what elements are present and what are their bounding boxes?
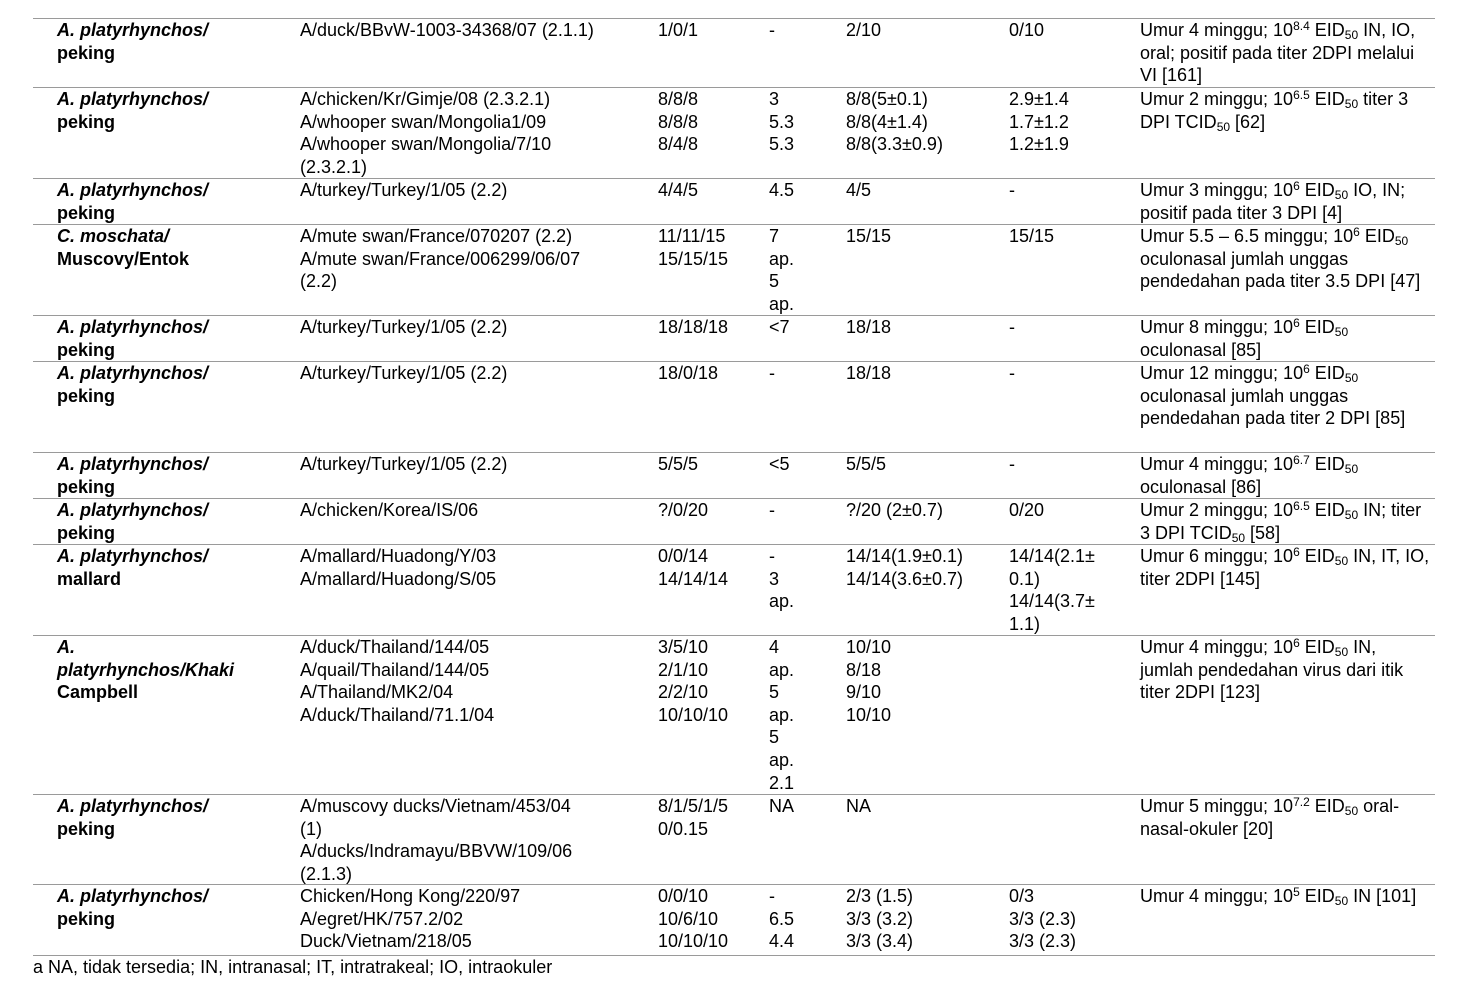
infection-line: 14/14(1.9±0.1) <box>846 546 963 566</box>
note-text: IN [101] <box>1348 886 1417 906</box>
shedding-line: - <box>1009 317 1015 337</box>
shedding-line: 15/15 <box>1009 226 1055 246</box>
note-unit: EID <box>1304 546 1335 566</box>
value-cell <box>769 795 839 818</box>
shedding-cell <box>1009 179 1129 202</box>
table-row <box>33 178 1435 223</box>
infection-line: 15/15 <box>846 226 892 246</box>
ratio-line: 10/6/10 <box>658 908 719 929</box>
table-row <box>33 544 1435 634</box>
value-line: ap. <box>769 248 795 269</box>
species-cell <box>57 225 277 270</box>
ratio-line: 8/8/8 <box>658 89 699 109</box>
value-line: 2.1 <box>769 772 795 793</box>
strain-cell <box>300 795 640 885</box>
note-unit: EID <box>1314 500 1345 520</box>
note-exponent: 6.5 <box>1293 499 1310 513</box>
species-line: A. <box>57 637 75 657</box>
note-text: oculonasal jumlah unggas pendedahan pada titer 2 DPI [85] <box>1140 385 1406 429</box>
value-line: 5 <box>769 682 780 703</box>
strain-line: A/duck/BBvW-1003-34368/07 (2.1.1) <box>300 20 594 40</box>
infection-line: 8/8(5±0.1) <box>846 89 928 109</box>
note-text: Umur 12 minggu; 10 <box>1140 363 1304 383</box>
ratio-cell <box>658 545 758 590</box>
species-line: A. platyrhynchos/ <box>57 89 209 109</box>
value-line: - <box>769 886 775 906</box>
note-text: Umur 8 minggu; 10 <box>1140 317 1294 337</box>
note-text: Umur 2 minggu; 10 <box>1140 89 1294 109</box>
shedding-line: 14/14(2.1± <box>1009 546 1095 566</box>
strain-cell <box>300 545 640 590</box>
strain-line: Duck/Vietnam/218/05 <box>300 931 472 952</box>
infection-line: 10/10 <box>846 637 892 657</box>
ratio-line: 18/18/18 <box>658 317 729 337</box>
strain-line: (2.2) <box>300 271 338 292</box>
note-text: oral-nasal-okuler [20] <box>1140 796 1400 839</box>
shedding-cell <box>1009 362 1129 385</box>
infection-cell <box>846 545 996 590</box>
species-cell <box>57 179 277 224</box>
value-cell <box>769 636 839 794</box>
strain-line: A/turkey/Turkey/1/05 (2.2) <box>300 454 508 474</box>
shedding-cell <box>1009 88 1129 156</box>
strain-cell <box>300 19 640 42</box>
ratio-cell <box>658 636 758 726</box>
note-unit: EID <box>1314 20 1345 40</box>
value-line: 4.4 <box>769 931 795 952</box>
note-cell <box>1140 362 1430 430</box>
note-unit: EID <box>1304 317 1335 337</box>
infection-line: 9/10 <box>846 682 882 703</box>
strain-line: A/turkey/Turkey/1/05 (2.2) <box>300 180 508 200</box>
note-cell <box>1140 795 1430 840</box>
infection-cell <box>846 19 996 42</box>
ratio-cell <box>658 225 758 270</box>
infection-line: 18/18 <box>846 317 892 337</box>
strain-line: A/mute swan/France/006299/06/07 <box>300 248 581 269</box>
species-cell <box>57 19 277 64</box>
table-row <box>33 884 1435 952</box>
ratio-cell <box>658 179 758 202</box>
infection-line: 2/3 (1.5) <box>846 886 914 906</box>
value-line: 5 <box>769 271 780 292</box>
note-subscript: 50 <box>1394 234 1409 248</box>
species-line: C. moschata/ <box>57 226 170 246</box>
infection-line: 5/5/5 <box>846 454 887 474</box>
value-cell <box>769 545 839 613</box>
shedding-line: 0/10 <box>1009 20 1045 40</box>
infection-cell <box>846 362 996 385</box>
ratio-cell <box>658 19 758 42</box>
shedding-line: 0.1) <box>1009 568 1041 589</box>
ratio-line: 18/0/18 <box>658 363 719 383</box>
species-line: A. platyrhynchos/ <box>57 500 209 520</box>
strain-cell <box>300 225 640 293</box>
species-line: A. platyrhynchos/ <box>57 363 209 383</box>
note-cell <box>1140 545 1430 590</box>
note-unit: EID <box>1364 226 1395 246</box>
table-row <box>33 452 1435 497</box>
shedding-cell <box>1009 225 1129 248</box>
species-line: Muscovy/Entok <box>57 248 190 269</box>
note-cell <box>1140 179 1430 224</box>
species-cell <box>57 88 277 133</box>
note-subscript: 50 <box>1334 325 1349 339</box>
ratio-line: 2/2/10 <box>658 682 709 703</box>
note-unit: EID <box>1304 886 1335 906</box>
table-row <box>33 18 1435 86</box>
infection-line: 8/8(3.3±0.9) <box>846 134 943 155</box>
note-subscript: 50 <box>1344 28 1359 42</box>
species-line: A. platyrhynchos/ <box>57 546 209 566</box>
strain-line: Chicken/Hong Kong/220/97 <box>300 886 521 906</box>
infection-cell <box>846 88 996 156</box>
value-line: 3 <box>769 568 780 589</box>
infection-line: 4/5 <box>846 180 872 200</box>
strain-cell <box>300 636 640 726</box>
note-subscript: 50 <box>1344 97 1359 111</box>
value-line: 4 <box>769 637 780 657</box>
value-line: 3 <box>769 89 780 109</box>
shedding-line: 3/3 (2.3) <box>1009 931 1077 952</box>
note-cell <box>1140 499 1430 544</box>
note-exponent: 6.5 <box>1293 88 1310 102</box>
strain-line: A/duck/Thailand/71.1/04 <box>300 704 495 725</box>
ratio-line: 2/1/10 <box>658 659 709 680</box>
note-text: Umur 5 minggu; 10 <box>1140 796 1294 816</box>
ratio-cell <box>658 885 758 953</box>
ratio-line: 10/10/10 <box>658 931 729 952</box>
value-cell <box>769 19 839 42</box>
value-line: NA <box>769 796 795 816</box>
table-row <box>33 498 1435 545</box>
species-line: peking <box>57 202 116 223</box>
value-line: 5.3 <box>769 111 795 132</box>
strain-line: A/egret/HK/757.2/02 <box>300 908 464 929</box>
table-row <box>33 794 1435 884</box>
note-exponent: 6.7 <box>1293 453 1310 467</box>
note-text: IO, IN; positif pada titer 3 DPI [4] <box>1140 180 1406 223</box>
strain-line: A/whooper swan/Mongolia/7/10 <box>300 134 552 155</box>
ratio-line: 8/8/8 <box>658 111 699 132</box>
species-line: platyrhynchos/Khaki <box>57 659 235 680</box>
strain-line: A/muscovy ducks/Vietnam/453/04 <box>300 796 571 816</box>
species-cell <box>57 453 277 498</box>
species-line: peking <box>57 522 116 543</box>
note-subscript: 50 <box>1344 371 1359 385</box>
shedding-line: 2.9±1.4 <box>1009 89 1069 109</box>
value-line: 4.5 <box>769 180 795 200</box>
strain-cell <box>300 499 640 522</box>
note-cell <box>1140 225 1430 293</box>
strain-line: (1) <box>300 818 322 839</box>
table-row <box>33 87 1435 177</box>
strain-line: A/mute swan/France/070207 (2.2) <box>300 226 573 246</box>
species-line: peking <box>57 111 116 132</box>
note-text: oculonasal [86] <box>1140 476 1262 497</box>
ratio-line: ?/0/20 <box>658 500 709 520</box>
value-cell <box>769 362 839 385</box>
ratio-line: 8/4/8 <box>658 134 699 155</box>
species-line: A. platyrhynchos/ <box>57 20 209 40</box>
value-line: ap. <box>769 659 795 680</box>
note-exponent: 7.2 <box>1293 795 1310 809</box>
ratio-cell <box>658 795 758 840</box>
value-cell <box>769 453 839 476</box>
shedding-line: - <box>1009 180 1015 200</box>
value-line: <5 <box>769 454 790 474</box>
note-subscript: 50 <box>1334 645 1349 659</box>
table-row <box>33 224 1435 314</box>
note-text: [62] <box>1230 111 1266 132</box>
note-text: Umur 4 minggu; 10 <box>1140 637 1294 657</box>
ratio-line: 10/10/10 <box>658 704 729 725</box>
species-line: peking <box>57 908 116 929</box>
infection-cell <box>846 499 996 522</box>
infection-line: 8/18 <box>846 659 882 680</box>
value-cell <box>769 88 839 156</box>
infection-cell <box>846 225 996 248</box>
table-footnote: a NA, tidak tersedia; IN, intranasal; IT, intratrakeal; IO, intraokuler <box>33 957 553 977</box>
infection-cell <box>846 885 996 953</box>
ratio-cell <box>658 362 758 385</box>
note-text: IN; titer 3 DPI TCID <box>1140 500 1422 543</box>
note-cell <box>1140 453 1430 498</box>
strain-line: A/chicken/Korea/IS/06 <box>300 500 479 520</box>
ratio-line: 11/11/15 <box>658 226 726 246</box>
infection-cell <box>846 179 996 202</box>
strain-line: A/chicken/Kr/Gimje/08 (2.3.2.1) <box>300 89 551 109</box>
value-cell <box>769 179 839 202</box>
shedding-cell <box>1009 19 1129 42</box>
value-cell <box>769 316 839 339</box>
note-text: oculonasal [85] <box>1140 339 1262 360</box>
infection-line: ?/20 (2±0.7) <box>846 500 943 520</box>
infection-cell <box>846 453 996 476</box>
species-cell <box>57 545 277 590</box>
note-subscript: 50 <box>1344 508 1359 522</box>
species-cell <box>57 795 277 840</box>
value-line: 6.5 <box>769 908 795 929</box>
note-exponent: 6 <box>1293 179 1300 193</box>
strain-line: A/mallard/Huadong/Y/03 <box>300 546 497 566</box>
species-line: peking <box>57 818 116 839</box>
species-line: mallard <box>57 568 122 589</box>
shedding-line: 0/20 <box>1009 500 1045 520</box>
note-subscript: 50 <box>1334 554 1349 568</box>
strain-line: (2.1.3) <box>300 863 353 884</box>
shedding-line: 0/3 <box>1009 886 1035 906</box>
note-exponent: 8.4 <box>1293 19 1310 33</box>
ratio-cell <box>658 453 758 476</box>
note-unit: EID <box>1304 180 1335 200</box>
infection-line: 3/3 (3.2) <box>846 908 914 929</box>
table-row <box>33 635 1435 793</box>
shedding-cell <box>1009 316 1129 339</box>
infection-line: 18/18 <box>846 363 892 383</box>
note-subscript: 50 <box>1344 462 1359 476</box>
note-cell <box>1140 88 1430 133</box>
infection-line: 2/10 <box>846 20 882 40</box>
note-exponent: 6 <box>1353 225 1360 239</box>
infection-line: 10/10 <box>846 704 892 725</box>
note-subscript: 50 <box>1344 804 1359 818</box>
strain-line: A/whooper swan/Mongolia1/09 <box>300 111 547 132</box>
species-line: A. platyrhynchos/ <box>57 886 209 906</box>
value-cell <box>769 225 839 315</box>
shedding-line: 14/14(3.7± <box>1009 591 1095 612</box>
note-text: IN, IT, IO, titer 2DPI [145] <box>1140 546 1430 589</box>
value-line: - <box>769 500 775 520</box>
strain-line: (2.3.2.1) <box>300 156 368 177</box>
value-line: - <box>769 546 775 566</box>
value-line: - <box>769 20 775 40</box>
infection-cell <box>846 636 996 726</box>
strain-cell <box>300 88 640 178</box>
strain-cell <box>300 885 640 953</box>
infection-line: NA <box>846 796 872 816</box>
strain-line: A/Thailand/MK2/04 <box>300 682 454 703</box>
note-text: [58] <box>1245 522 1281 543</box>
value-cell <box>769 885 839 953</box>
species-line: A. platyrhynchos/ <box>57 317 209 337</box>
infection-cell <box>846 316 996 339</box>
value-line: - <box>769 363 775 383</box>
infection-cell <box>846 795 996 818</box>
ratio-line: 14/14/14 <box>658 568 729 589</box>
ratio-line: 8/1/5/1/5 <box>658 796 729 816</box>
note-subscript: 50 <box>1334 894 1349 908</box>
shedding-cell <box>1009 885 1129 953</box>
strain-line: A/duck/Thailand/144/05 <box>300 637 490 657</box>
value-line: <7 <box>769 317 790 337</box>
note-exponent: 6 <box>1293 316 1300 330</box>
species-line: Campbell <box>57 682 139 703</box>
value-line: ap. <box>769 704 795 725</box>
note-exponent: 6 <box>1293 636 1300 650</box>
ratio-line: 0/0/14 <box>658 546 709 566</box>
shedding-cell <box>1009 499 1129 522</box>
species-cell <box>57 499 277 544</box>
note-subscript: 50 <box>1216 119 1231 134</box>
shedding-line: 1.1) <box>1009 613 1041 634</box>
table-row <box>33 361 1435 429</box>
note-cell <box>1140 885 1430 908</box>
note-text: Umur 5.5 – 6.5 minggu; 10 <box>1140 226 1354 246</box>
infection-line: 8/8(4±1.4) <box>846 111 928 132</box>
species-line: peking <box>57 339 116 360</box>
strain-line: A/quail/Thailand/144/05 <box>300 659 490 680</box>
shedding-line: 3/3 (2.3) <box>1009 908 1077 929</box>
note-text: IN, jumlah pendedahan virus dari itik titer 2DPI [123] <box>1140 637 1404 703</box>
value-line: 5.3 <box>769 134 795 155</box>
species-line: A. platyrhynchos/ <box>57 454 209 474</box>
value-line: 5 <box>769 727 780 748</box>
note-text: Umur 4 minggu; 10 <box>1140 886 1294 906</box>
strain-cell <box>300 316 640 339</box>
value-line: ap. <box>769 591 795 612</box>
species-cell <box>57 885 277 930</box>
note-text: titer 3 DPI TCID <box>1140 89 1409 132</box>
strain-cell <box>300 179 640 202</box>
species-line: peking <box>57 42 116 63</box>
shedding-line: 1.2±1.9 <box>1009 134 1069 155</box>
note-subscript: 50 <box>1334 188 1349 202</box>
strain-line: A/mallard/Huadong/S/05 <box>300 568 497 589</box>
ratio-cell <box>658 316 758 339</box>
note-text: IN, IO, oral; positif pada titer 2DPI melalui VI [161] <box>1140 20 1416 86</box>
value-cell <box>769 499 839 522</box>
ratio-line: 5/5/5 <box>658 454 699 474</box>
ratio-line: 0/0.15 <box>658 818 709 839</box>
note-exponent: 5 <box>1293 885 1300 899</box>
note-text: Umur 4 minggu; 10 <box>1140 20 1294 40</box>
species-cell <box>57 316 277 361</box>
shedding-line: - <box>1009 363 1015 383</box>
ratio-line: 0/0/10 <box>658 886 709 906</box>
note-text: Umur 6 minggu; 10 <box>1140 546 1294 566</box>
ratio-cell <box>658 499 758 522</box>
species-line: A. platyrhynchos/ <box>57 796 209 816</box>
species-line: peking <box>57 385 116 406</box>
value-line: ap. <box>769 749 795 770</box>
shedding-cell <box>1009 545 1129 635</box>
note-text: Umur 3 minggu; 10 <box>1140 180 1294 200</box>
ratio-line: 15/15/15 <box>658 248 729 269</box>
note-cell <box>1140 636 1430 704</box>
note-cell <box>1140 316 1430 361</box>
ratio-line: 4/4/5 <box>658 180 699 200</box>
note-unit: EID <box>1304 637 1335 657</box>
note-unit: EID <box>1314 796 1345 816</box>
note-unit: EID <box>1314 89 1345 109</box>
ratio-line: 1/0/1 <box>658 20 699 40</box>
note-unit: EID <box>1314 454 1345 474</box>
note-subscript: 50 <box>1231 530 1246 545</box>
value-line: 7 <box>769 226 780 246</box>
species-line: peking <box>57 476 116 497</box>
ratio-line: 3/5/10 <box>658 637 709 657</box>
note-exponent: 6 <box>1303 362 1310 376</box>
value-line: ap. <box>769 293 795 314</box>
note-unit: EID <box>1314 363 1345 383</box>
strain-cell <box>300 453 640 476</box>
note-text: Umur 4 minggu; 10 <box>1140 454 1294 474</box>
infection-line: 3/3 (3.4) <box>846 931 914 952</box>
table-row <box>33 315 1435 360</box>
infection-line: 14/14(3.6±0.7) <box>846 568 963 589</box>
strain-cell <box>300 362 640 385</box>
ratio-cell <box>658 88 758 156</box>
note-exponent: 6 <box>1293 545 1300 559</box>
shedding-line: - <box>1009 454 1015 474</box>
note-text: Umur 2 minggu; 10 <box>1140 500 1294 520</box>
note-text: oculonasal jumlah unggas pendedahan pada titer 3.5 DPI [47] <box>1140 248 1421 292</box>
strain-line: A/ducks/Indramayu/BBVW/109/06 <box>300 841 573 862</box>
shedding-line: 1.7±1.2 <box>1009 111 1069 132</box>
shedding-cell <box>1009 453 1129 476</box>
strain-line: A/turkey/Turkey/1/05 (2.2) <box>300 317 508 337</box>
note-cell <box>1140 19 1430 87</box>
species-cell <box>57 362 277 407</box>
species-line: A. platyrhynchos/ <box>57 180 209 200</box>
strain-line: A/turkey/Turkey/1/05 (2.2) <box>300 363 508 383</box>
species-cell <box>57 636 277 704</box>
